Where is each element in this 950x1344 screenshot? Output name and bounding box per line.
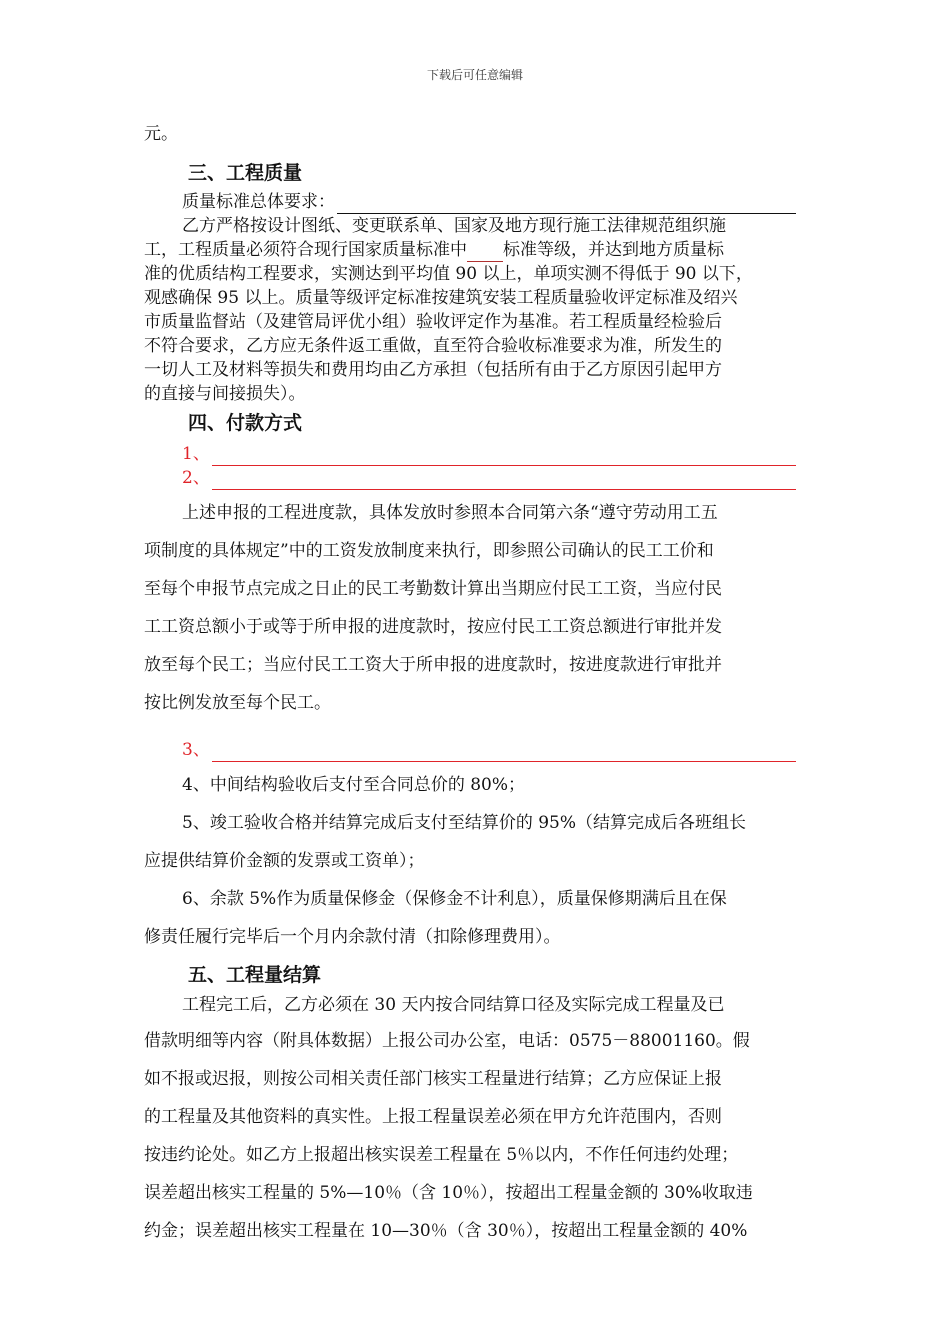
payment-item-1 (144, 442, 796, 466)
paragraph-line: 如不报或迟报，则按公司相关责任部门核实工程量进行结算；乙方应保证上报 (144, 1069, 722, 1089)
payment-item-5-cont: 应提供结算价金额的发票或工资单）； (144, 851, 425, 871)
payment-item-2 (144, 466, 796, 490)
paragraph-line: 市质量监督站（及建管局评优小组）验收评定作为基准。若工程质量经检验后 (144, 312, 722, 332)
paragraph-line: 上述申报的工程进度款，具体发放时参照本合同第六条“遵守劳动用工五 (182, 503, 718, 523)
paragraph-line: 乙方严格按设计图纸、变更联系单、国家及地方现行施工法律规范组织施 (182, 216, 726, 236)
section-3-title: 三、工程质量 (188, 162, 303, 184)
paragraph-line: 的工程量及其他资料的真实性。上报工程量误差必须在甲方允许范围内，否则 (144, 1107, 722, 1127)
paragraph-line: 不符合要求，乙方应无条件返工重做，直至符合验收标准要求为准，所发生的 (144, 336, 722, 356)
section-3-paragraph (144, 214, 796, 406)
section-4-title: 四、付款方式 (188, 412, 303, 434)
section-5-paragraph (144, 992, 796, 1250)
paragraph-line: 约金；误差超出核实工程量在 10—30％（含 30％），按超出工程量金额的 40% (144, 1221, 748, 1241)
payment-item-5: 5、竣工验收合格并结算完成后支付至结算价的 95%（结算完成后各班组长 (182, 813, 747, 833)
section-4-paragraph (144, 494, 796, 722)
section-5-title: 五、工程量结算 (188, 964, 322, 986)
payment-item-3 (144, 732, 796, 762)
paragraph-line: 误差超出核实工程量的 5%—10％（含 10％），按超出工程量金额的 30%收取违 (144, 1183, 753, 1203)
payment-item-6: 6、余款 5%作为质量保修金（保修金不计利息），质量保修期满后且在保 (182, 889, 727, 909)
paragraph-line: 工，工程质量必须符合现行国家质量标准中 标准等级，并达到地方质量标 (144, 240, 724, 260)
payment-item-3-blank[interactable] (212, 743, 796, 762)
payment-item-3-label: 3、 (182, 740, 210, 760)
carry-over-text: 元。 (144, 124, 178, 144)
paragraph-line: 准的优质结构工程要求，实测达到平均值 90 以上，单项实测不得低于 90 以下， (144, 264, 753, 284)
paragraph-line: 的直接与间接损失）。 (144, 384, 306, 404)
quality-standard-label: 质量标准总体要求： (182, 192, 335, 212)
payment-item-6-cont: 修责任履行完毕后一个月内余款付清（扣除修理费用）。 (144, 927, 561, 947)
payment-item-1-label: 1、 (182, 444, 210, 464)
paragraph-line: 观感确保 95 以上。质量等级评定标准按建筑安装工程质量验收评定标准及绍兴 (144, 288, 738, 308)
payment-items-rest (144, 766, 796, 956)
page-header: 下载后可任意编辑 (426, 68, 523, 82)
paragraph-line: 放至每个民工；当应付民工工资大于所申报的进度款时，按进度款进行审批并 (144, 655, 722, 675)
payment-item-1-blank[interactable] (212, 447, 796, 466)
paragraph-line: 一切人工及材料等损失和费用均由乙方承担（包括所有由于乙方原因引起甲方 (144, 360, 722, 380)
paragraph-line: 按比例发放至每个民工。 (144, 693, 331, 713)
document-body (144, 122, 796, 1250)
payment-item-2-label: 2、 (182, 468, 210, 488)
quality-standard-blank[interactable] (337, 195, 796, 214)
quality-standard-row (144, 190, 796, 214)
payment-item-4: 4、中间结构验收后支付至合同总价的 80%； (182, 775, 526, 795)
paragraph-line: 借款明细等内容（附具体数据）上报公司办公室，电话：0575－88001160。假 (144, 1031, 750, 1051)
paragraph-line: 至每个申报节点完成之日止的民工考勤数计算出当期应付民工工资，当应付民 (144, 579, 722, 599)
paragraph-line: 按违约论处。如乙方上报超出核实误差工程量在 5％以内，不作任何违约处理； (144, 1145, 739, 1165)
paragraph-line: 项制度的具体规定”中的工资发放制度来执行，即参照公司确认的民工工价和 (144, 541, 714, 561)
payment-item-2-blank[interactable] (212, 471, 796, 490)
paragraph-line: 工工资总额小于或等于所申报的进度款时，按应付民工工资总额进行审批并发 (144, 617, 722, 637)
grade-blank[interactable] (467, 245, 503, 262)
paragraph-line: 工程完工后，乙方必须在 30 天内按合同结算口径及实际完成工程量及已 (182, 995, 725, 1015)
